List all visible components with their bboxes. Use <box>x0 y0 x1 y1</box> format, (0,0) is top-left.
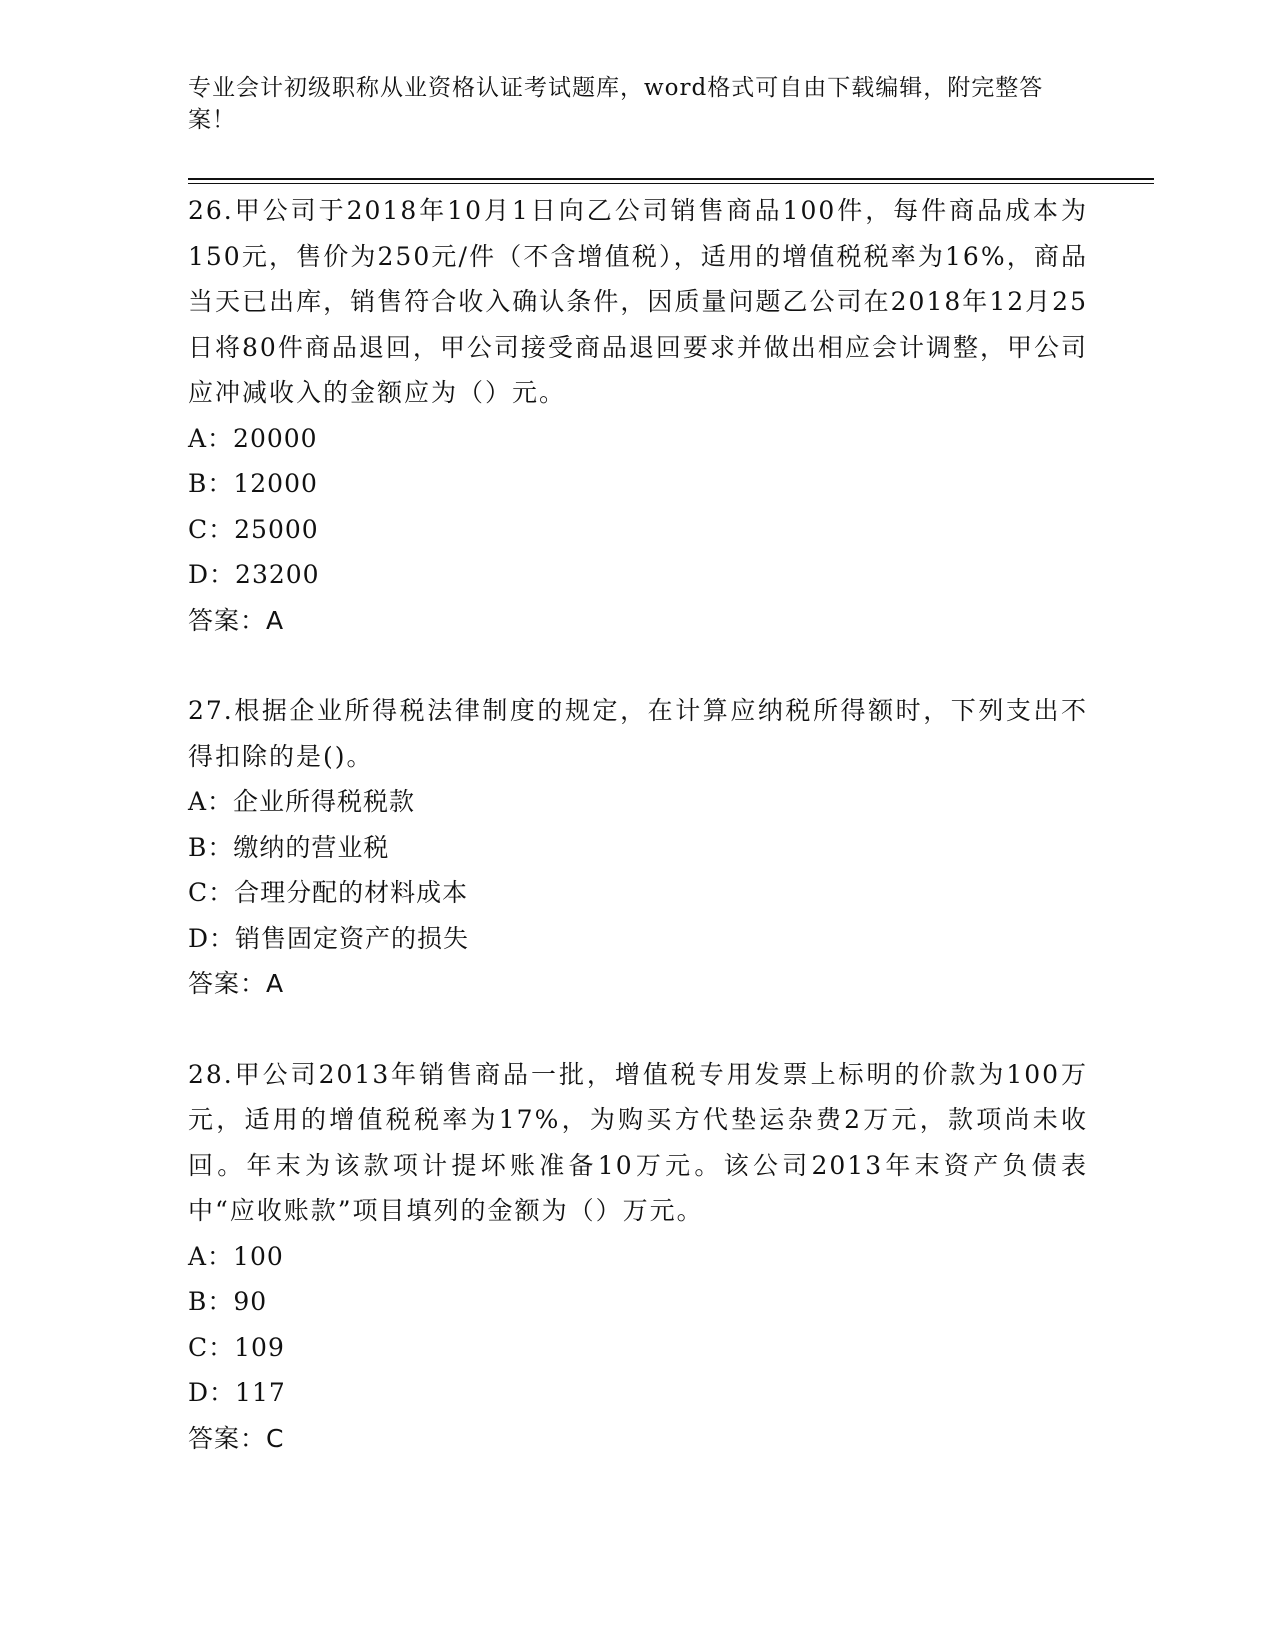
question-27 <box>188 688 1088 1007</box>
answer-value: A <box>266 969 284 998</box>
answer-label: 答案： <box>188 969 267 998</box>
question-stem: 26.甲公司于2018年10月1日向乙公司销售商品100件，每件商品成本为150元，售价为250元/件（不含增值税），适用的增值税税率为16%，商品当天已出库，销售符合收入确认条件，因质量问题乙公司在2018年12月25日将80件商品退回，甲公司接受商品退回要求并做出相应会计调整，甲公司应冲减收入的金额应为（）元。 <box>188 196 1088 407</box>
answer-value: A <box>266 605 284 635</box>
answer-line <box>188 961 1088 1007</box>
option-c: C：25000 <box>188 514 319 544</box>
answer-line <box>188 1416 1088 1462</box>
option-b: B：缴纳的营业税 <box>188 832 390 862</box>
header-rule-thin <box>188 183 1154 184</box>
question-list <box>188 188 1088 1506</box>
question-stem: 27.根据企业所得税法律制度的规定，在计算应纳税所得额时，下列支出不得扣除的是()。 <box>188 696 1088 771</box>
option-a: A：20000 <box>188 423 318 453</box>
option-b: B：90 <box>188 1287 268 1316</box>
option-a: A：100 <box>188 1241 284 1271</box>
answer-label: 答案： <box>188 605 267 635</box>
option-d: D：销售固定资产的损失 <box>188 923 470 953</box>
document-header: 专业会计初级职称从业资格认证考试题库，word格式可自由下载编辑，附完整答案！ <box>188 75 1044 133</box>
answer-label: 答案： <box>188 1423 267 1453</box>
question-26 <box>188 188 1088 643</box>
option-a: A：企业所得税税款 <box>188 787 416 816</box>
option-d: D：117 <box>188 1378 286 1407</box>
question-28 <box>188 1052 1088 1462</box>
option-b: B：12000 <box>188 469 318 498</box>
option-c: C：109 <box>188 1332 285 1362</box>
answer-line <box>188 598 1088 644</box>
option-d: D：23200 <box>188 560 320 589</box>
answer-value: C <box>266 1423 284 1453</box>
option-c: C：合理分配的材料成本 <box>188 878 469 907</box>
header-rule-thick <box>188 178 1154 180</box>
question-stem: 28.甲公司2013年销售商品一批，增值税专用发票上标明的价款为100万元，适用的增值税税率为17%，为购买方代垫运杂费2万元，款项尚未收回。年末为该款项计提坏账准备10万元。该公司2013年末资产负债表中“应收账款”项目填列的金额为（）万元。 <box>188 1059 1088 1225</box>
